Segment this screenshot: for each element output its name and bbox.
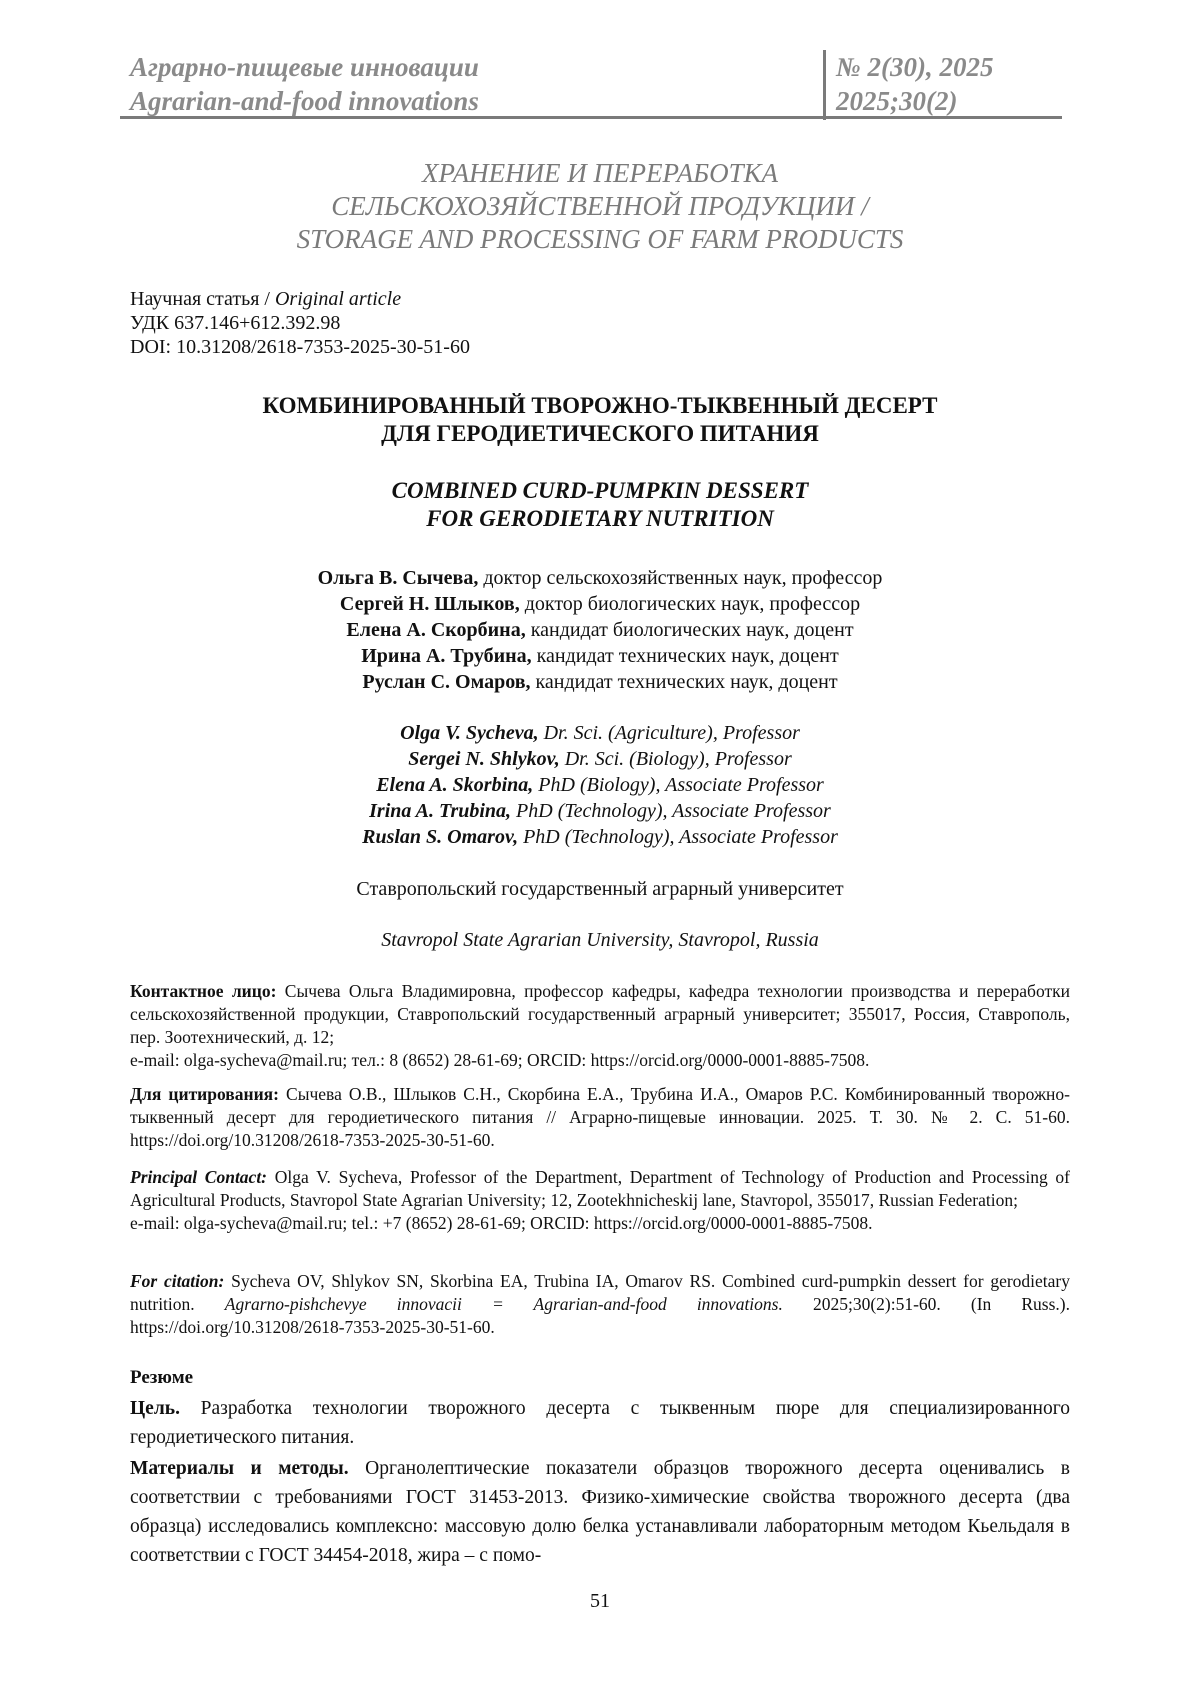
running-header-journal	[130, 50, 820, 118]
authors-en	[130, 720, 1070, 850]
doi: DOI: 10.31208/2618-7353-2025-30-51-60	[130, 336, 470, 358]
contact-en	[130, 1166, 1070, 1235]
abstract-methods	[130, 1454, 1070, 1570]
affiliation-ru: Ставропольский государственный аграрный университет	[356, 878, 844, 900]
contact-en-text: Olga V. Sycheva, Professor of the Department, Department of Technology of Production and Processing of Agricultural Products, Stavropol State Agrarian University; 12, Zootekhnicheskij lane, Stavropol, 355017, Russian Federation;	[130, 1167, 1070, 1210]
contact-ru-email: e-mail: olga-sycheva@mail.ru; тел.: 8 (8652) 28-61-69; ORCID: https://orcid.org/0000-0001-8885-7508.	[130, 1050, 870, 1070]
author-name: Ruslan S. Omarov,	[362, 826, 519, 848]
title-en-line: COMBINED CURD-PUMPKIN DESSERT	[391, 478, 809, 503]
author-title: Dr. Sci. (Biology), Professor	[559, 748, 792, 770]
citation-en-text: 2025;30(2):51-60. (In Russ.). https://doi.org/10.31208/2618-7353-2025-30-51-60.	[130, 1294, 1070, 1337]
contact-ru	[130, 980, 1070, 1072]
contact-en-email: e-mail: olga-sycheva@mail.ru; tel.: +7 (8652) 28-61-69; ORCID: https://orcid.org/0000-0001-8885-7508.	[130, 1213, 873, 1233]
author-name: Руслан С. Омаров,	[362, 671, 531, 693]
issue-en: 2025;30(2)	[836, 86, 958, 116]
author-title: доктор сельскохозяйственных наук, профессор	[478, 567, 883, 589]
citation-en-label: For citation:	[130, 1271, 225, 1291]
section-title	[130, 157, 1070, 256]
author-ru	[130, 591, 1070, 617]
author-name: Elena A. Skorbina,	[376, 774, 534, 796]
header-rule	[120, 116, 1062, 119]
article-type-ru: Научная статья /	[130, 288, 270, 310]
author-ru	[130, 669, 1070, 695]
article-title-en	[130, 477, 1070, 533]
contact-en-label: Principal Contact:	[130, 1167, 268, 1187]
author-en	[130, 824, 1070, 850]
abstract-methods-label: Материалы и методы.	[130, 1458, 349, 1479]
author-name: Irina A. Trubina,	[369, 800, 512, 822]
section-title-line: STORAGE AND PROCESSING OF FARM PRODUCTS	[296, 224, 904, 254]
author-name: Sergei N. Shlykov,	[408, 748, 560, 770]
section-title-line: ХРАНЕНИЕ И ПЕРЕРАБОТКА	[421, 158, 779, 188]
author-ru	[130, 617, 1070, 643]
authors-ru	[130, 565, 1070, 695]
article-type	[130, 287, 470, 311]
issue-ru: № 2(30), 2025	[836, 52, 994, 82]
author-ru	[130, 565, 1070, 591]
page-number: 51	[590, 1590, 610, 1612]
author-title: кандидат технических наук, доцент	[531, 645, 839, 667]
running-header-issue	[836, 50, 1096, 118]
affiliation-en: Stavropol State Agrarian University, Stavropol, Russia	[381, 929, 819, 951]
citation-ru	[130, 1083, 1070, 1152]
author-name: Елена А. Скорбина,	[346, 619, 526, 641]
author-en	[130, 720, 1070, 746]
abstract-goal-text: Разработка технологии творожного десерта с тыквенным пюре для специализированного геродиетического питания.	[130, 1398, 1070, 1448]
udc: УДК 637.146+612.392.98	[130, 312, 341, 334]
journal-name-en: Agrarian-and-food innovations	[130, 86, 479, 116]
author-title: кандидат технических наук, доцент	[530, 671, 838, 693]
abstract-goal-label: Цель.	[130, 1398, 180, 1419]
author-title: PhD (Technology), Associate Professor	[518, 826, 838, 848]
article-meta	[130, 287, 470, 359]
abstract-methods-text: Органолептические показатели образцов творожного десерта оценивались в соответствии с требованиями ГОСТ 31453-2013. Физико-химические свойства творожного десерта (два образца) исследовались комплексно: массовую долю белка устанавливали лабораторным методом Кьельдаля в соответствии с ГОСТ 34454-2018, жира – с помо-	[130, 1458, 1070, 1566]
author-title: PhD (Biology), Associate Professor	[533, 774, 824, 796]
citation-en-text: Sycheva OV, Shlykov SN, Skorbina EA, Trubina IA, Omarov RS. Combined curd-pumpkin dessert for gerodietary nutrition.	[130, 1271, 1070, 1314]
title-ru-line: КОМБИНИРОВАННЫЙ ТВОРОЖНО-ТЫКВЕННЫЙ ДЕСЕРТ	[262, 393, 938, 418]
author-title: Dr. Sci. (Agriculture), Professor	[538, 722, 800, 744]
contact-ru-label: Контактное лицо:	[130, 981, 277, 1001]
abstract	[130, 1363, 1070, 1570]
author-name: Ольга В. Сычева,	[317, 567, 479, 589]
title-ru-line: ДЛЯ ГЕРОДИЕТИЧЕСКОГО ПИТАНИЯ	[381, 421, 819, 446]
citation-ru-text: Сычева О.В., Шлыков С.Н., Скорбина Е.А., Трубина И.А., Омаров Р.С. Комбинированный творожно-тыквенный десерт для геродиетического питания // Аграрно-пищевые инновации. 2025. Т. 30. № 2. С. 51-60. https://doi.org/10.31208/2618-7353-2025-30-51-60.	[130, 1084, 1070, 1150]
article-title-ru	[130, 392, 1070, 448]
author-name: Сергей Н. Шлыков,	[339, 593, 520, 615]
author-title: кандидат биологических наук, доцент	[525, 619, 854, 641]
journal-name-ru: Аграрно-пищевые инновации	[130, 52, 479, 82]
author-title: доктор биологических наук, профессор	[519, 593, 861, 615]
author-ru	[130, 643, 1070, 669]
author-title: PhD (Technology), Associate Professor	[511, 800, 831, 822]
author-en	[130, 798, 1070, 824]
abstract-heading: Резюме	[130, 1367, 194, 1388]
article-type-en: Original article	[274, 288, 402, 310]
citation-ru-label: Для цитирования:	[130, 1084, 279, 1104]
title-en-line: FOR GERODIETARY NUTRITION	[426, 506, 774, 531]
citation-en	[130, 1270, 1070, 1339]
citation-en-journal: Agrarno-pishchevye innovacii = Agrarian-and-food innovations.	[224, 1294, 783, 1314]
author-en	[130, 746, 1070, 772]
header-divider-vertical	[823, 50, 826, 120]
contact-ru-text: Сычева Ольга Владимировна, профессор кафедры, кафедра технологии производства и переработки сельскохозяйственной продукции, Ставропольский государственный аграрный университет; 355017, Россия, Ставрополь, пер. Зоотехнический, д. 12;	[130, 981, 1070, 1047]
author-en	[130, 772, 1070, 798]
author-name: Olga V. Sycheva,	[400, 722, 539, 744]
abstract-goal	[130, 1394, 1070, 1452]
section-title-line: СЕЛЬСКОХОЗЯЙСТВЕННОЙ ПРОДУКЦИИ /	[331, 191, 869, 221]
author-name: Ирина А. Трубина,	[361, 645, 532, 667]
